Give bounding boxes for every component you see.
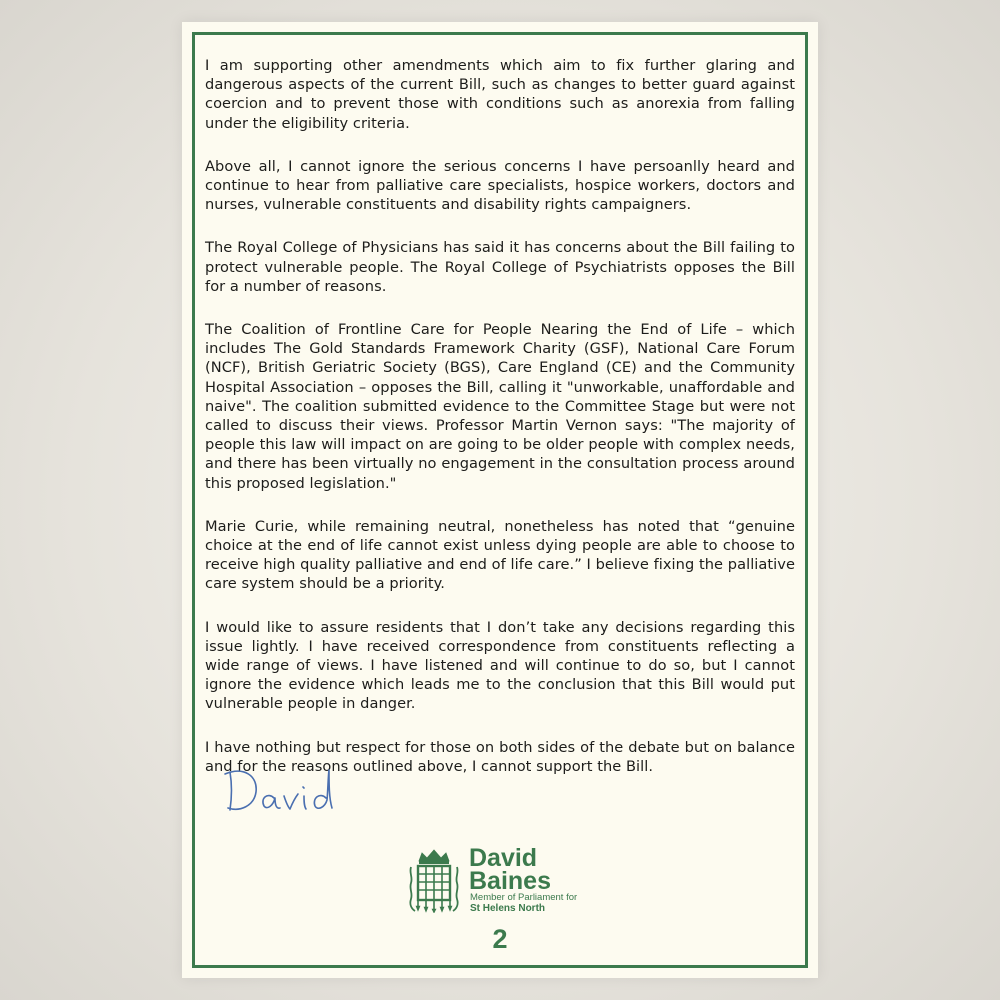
mp-logo bbox=[407, 844, 607, 917]
mp-constituency: St Helens North bbox=[470, 903, 546, 914]
paragraph: I would like to assure residents that I don’t take any decisions regarding this issue lightly. I have received correspondence from constituents reflecting a wide range of views. I have listened and will continue to do so, but I cannot ignore the evidence which leads me to the conclusion that this Bill would put vulnerable people in danger. bbox=[205, 618, 795, 713]
mp-last-name: Baines bbox=[469, 867, 551, 895]
letter-body bbox=[205, 56, 795, 800]
portcullis-icon bbox=[407, 847, 461, 913]
signature bbox=[222, 762, 352, 818]
mp-first-name: David bbox=[469, 844, 538, 872]
paragraph: I have nothing but respect for those on both sides of the debate but on balance and for the reasons outlined above, I cannot support the Bill. bbox=[205, 738, 795, 775]
paragraph: I am supporting other amendments which aim to fix further glaring and dangerous aspects of the current Bill, such as changes to better guard against coercion and to prevent those with conditions such as anorexia from falling under the eligibility criteria. bbox=[205, 57, 795, 132]
paragraph: Above all, I cannot ignore the serious concerns I have persoanlly heard and continue to hear from palliative care specialists, hospice workers, doctors and nurses, vulnerable constituents and disability rights campaigners. bbox=[205, 157, 795, 214]
paragraph: The Coalition of Frontline Care for People Nearing the End of Life – which includes The Gold Standards Framework Charity (GSF), National Care Forum (NCF), British Geriatric Society (BGS), Care England (CE) and the Community Hospital Association – opposes the Bill, calling it "unworkable, unaffordable and naive". The coalition submitted evidence to the Committee Stage but were not called to discuss their views. Professor Martin Vernon says: "The majority of people this law will impact on are going to be older people with complex needs, and there has been virtually no engagement in the consultation process around this proposed legislation." bbox=[205, 321, 795, 492]
page-number: 2 bbox=[492, 924, 508, 954]
mp-name bbox=[469, 844, 551, 895]
mp-role: Member of Parliament for bbox=[470, 892, 578, 903]
paragraph: Marie Curie, while remaining neutral, nonetheless has noted that “genuine choice at the end of life cannot exist unless dying people are able to choose to receive high quality palliative and end of life care.” I believe fixing the palliative care system should be a priority. bbox=[205, 517, 795, 593]
letter-page bbox=[182, 22, 818, 978]
paragraph: The Royal College of Physicians has said it has concerns about the Bill failing to protect vulnerable people. The Royal College of Psychiatrists opposes the Bill for a number of reasons. bbox=[205, 239, 795, 295]
